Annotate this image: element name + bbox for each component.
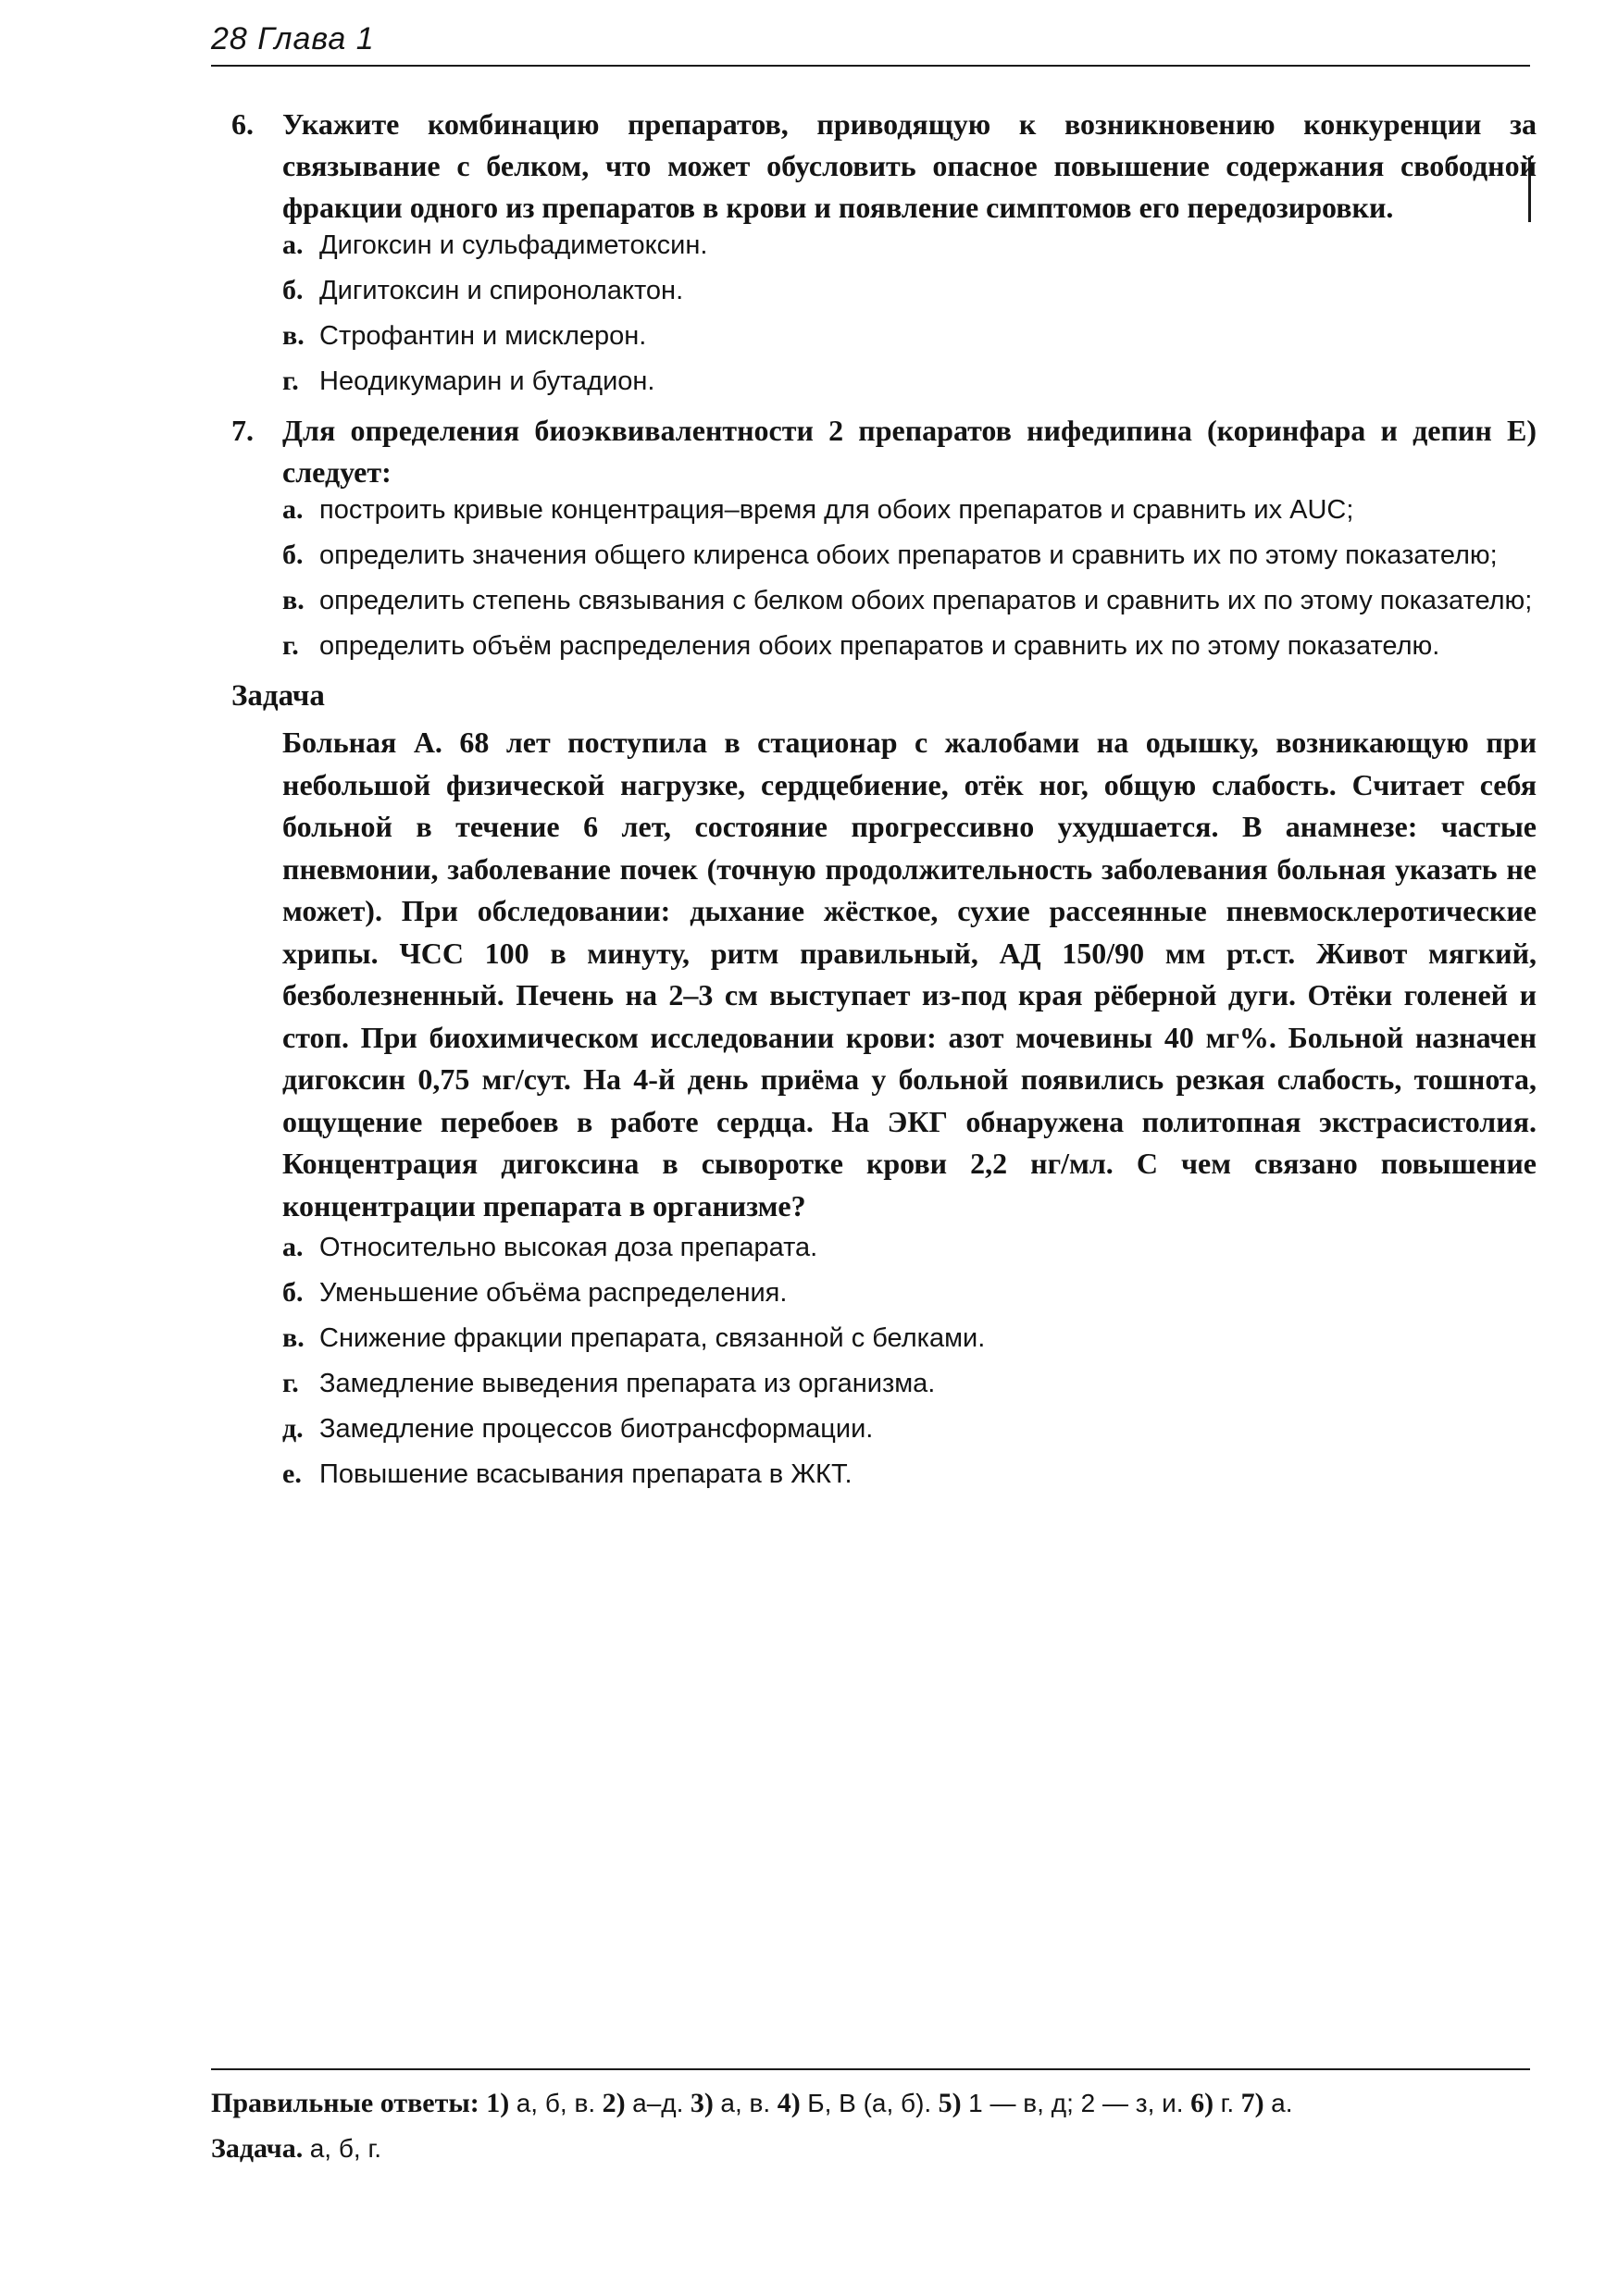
clinical-task <box>231 676 1537 1491</box>
option-letter: б. <box>282 275 304 305</box>
option-text: определить значения общего клиренса обоих препаратов и сравнить их по этому показателю; <box>319 540 1498 570</box>
option-6v <box>282 319 1537 353</box>
answer-num: 5) <box>938 2088 962 2118</box>
answer-value: а, в. <box>720 2089 771 2117</box>
task-option-a <box>282 1231 1537 1264</box>
task-option-g <box>282 1367 1537 1400</box>
answer-num: 6) <box>1190 2088 1214 2118</box>
option-7b <box>282 539 1537 572</box>
option-text: Относительно высокая доза препарата. <box>319 1233 818 1262</box>
option-text: определить объём распределения обоих препаратов и сравнить их по этому показателю. <box>319 631 1440 661</box>
page-content <box>231 104 1537 1503</box>
question-6 <box>231 104 1537 398</box>
answer-num: 1) <box>486 2088 510 2118</box>
running-head: 28 Глава 1 <box>211 21 375 56</box>
task-text: Больная А. 68 лет поступила в стационар с жалобами на одышку, возникающую при небольшой физической нагрузке, сердцебиение, отёк ног, общую слабость. Считает себя больной в течение 6 лет, состояние прогрессивно ухудшается. В анамнезе: частые пневмонии, заболевание почек (точную продолжительность заболевания больная указать не может). При обследовании: дыхание жёсткое, сухие рассеянные пневмосклеротические хрипы. ЧСС 100 в минуту, ритм правильный, АД 150/90 мм рт.ст. Живот мягкий, безболезненный. Печень на 2–3 см выступает из-под края рёберной дуги. Отёки голеней и стоп. При биохимическом исследовании крови: азот мочевины 40 мг%. Больной назначен дигоксин 0,75 мг/сут. На 4-й день приёма у больной появились резкая слабость, тошнота, ощущение перебоев в работе сердца. На ЭКГ обнаружена политопная экстрасистолия. Концентрация дигоксина в сыворотке крови 2,2 нг/мл. С чем связано повышение концентрации препарата в организме? <box>282 726 1537 1222</box>
option-letter: а. <box>282 1232 304 1262</box>
answer-num: 4) <box>777 2088 801 2118</box>
option-7g <box>282 629 1537 663</box>
option-text: Замедление выведения препарата из организма. <box>319 1369 936 1398</box>
question-6-body: Укажите комбинацию препаратов, приводящую к возникновению конкуренции за связывание с белком, что может обусловить опасное повышение содержания свободной фракции одного из препаратов в крови и появление симптомов его передозировки. <box>282 107 1537 224</box>
task-answer-label: Задача. <box>211 2133 304 2164</box>
answers-line <box>211 2080 1535 2126</box>
option-letter: б. <box>282 1277 304 1308</box>
header-rule <box>211 65 1530 67</box>
answer-num: 2) <box>602 2088 626 2118</box>
option-text: Уменьшение объёма распределения. <box>319 1278 788 1308</box>
answer-value: а. <box>1271 2089 1293 2117</box>
answer-value: 1 — в, д; 2 — з, и. <box>968 2089 1184 2117</box>
question-7-body: Для определения биоэквивалентности 2 препаратов нифедипина (коринфара и депин Е) следует: <box>282 414 1537 489</box>
question-7-number: 7. <box>231 414 254 447</box>
answer-value: а, б, в. <box>516 2089 596 2117</box>
option-6b <box>282 274 1537 307</box>
option-letter: г. <box>282 630 299 661</box>
answer-value: Б, В (а, б). <box>807 2089 932 2117</box>
task-options <box>282 1231 1537 1491</box>
option-letter: а. <box>282 230 304 260</box>
option-text: Снижение фракции препарата, связанной с белками. <box>319 1323 986 1353</box>
option-letter: в. <box>282 320 305 351</box>
option-letter: г. <box>282 366 299 396</box>
option-text: Повышение всасывания препарата в ЖКТ. <box>319 1459 853 1489</box>
question-7-text <box>231 410 1537 493</box>
option-text: Неодикумарин и бутадион. <box>319 366 655 396</box>
task-answer-line <box>211 2126 1535 2171</box>
answer-key <box>211 2080 1535 2171</box>
answer-value: г. <box>1220 2089 1235 2117</box>
task-answer-value: а, б, г. <box>309 2134 382 2163</box>
option-text: построить кривые концентрация–время для обоих препаратов и сравнить их AUC; <box>319 495 1354 525</box>
task-option-v <box>282 1322 1537 1355</box>
task-option-b <box>282 1276 1537 1309</box>
option-letter: г. <box>282 1368 299 1398</box>
option-letter: д. <box>282 1413 304 1444</box>
question-6-text <box>231 104 1537 229</box>
question-6-number: 6. <box>231 107 254 141</box>
option-letter: а. <box>282 494 304 525</box>
option-text: Дигитоксин и спиронолактон. <box>319 276 684 305</box>
answer-num: 7) <box>1240 2088 1264 2118</box>
footer-rule <box>211 2068 1530 2070</box>
answer-num: 3) <box>690 2088 714 2118</box>
task-title: Задача <box>231 679 325 713</box>
question-7 <box>231 410 1537 663</box>
option-text: Строфантин и мисклерон. <box>319 321 647 351</box>
option-text: Дигоксин и сульфадиметоксин. <box>319 230 708 260</box>
question-7-options <box>282 493 1537 663</box>
option-letter: в. <box>282 585 305 615</box>
question-6-options <box>282 229 1537 398</box>
option-letter: в. <box>282 1322 305 1353</box>
option-text: определить степень связывания с белком обоих препаратов и сравнить их по этому показателю; <box>319 586 1533 615</box>
answer-value: а–д. <box>632 2089 684 2117</box>
answers-label: Правильные ответы: <box>211 2088 479 2118</box>
task-option-d <box>282 1412 1537 1446</box>
option-letter: б. <box>282 540 304 570</box>
option-7a <box>282 493 1537 527</box>
task-option-e <box>282 1458 1537 1491</box>
option-text: Замедление процессов биотрансформации. <box>319 1414 874 1444</box>
option-6g <box>282 365 1537 398</box>
option-6a <box>282 229 1537 262</box>
option-letter: е. <box>282 1458 302 1489</box>
option-7v <box>282 584 1537 617</box>
